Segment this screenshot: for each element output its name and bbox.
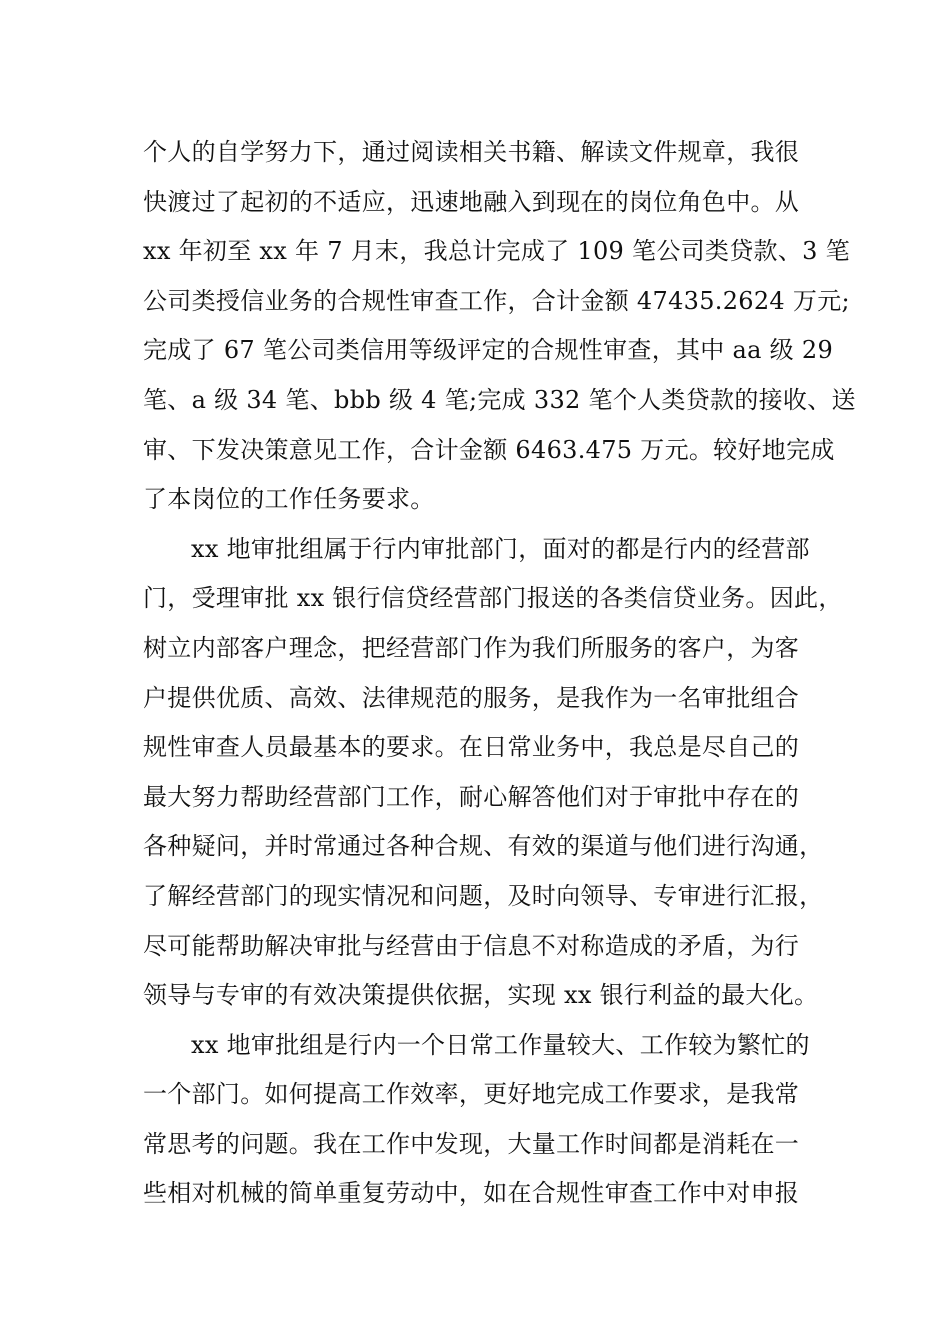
text-line: 快渡过了起初的不适应，迅速地融入到现在的岗位角色中。从 bbox=[143, 187, 800, 216]
text-line: 常思考的问题。我在工作中发现，大量工作时间都是消耗在一 bbox=[143, 1129, 800, 1158]
document-body bbox=[143, 128, 856, 1219]
text-line: 户提供优质、高效、法律规范的服务，是我作为一名审批组合 bbox=[143, 683, 800, 712]
text-line: 完成了 67 笔公司类信用等级评定的合规性审查，其中 aa 级 29 bbox=[143, 336, 834, 365]
paragraph-2 bbox=[143, 525, 843, 1021]
text-line: 尽可能帮助解决审批与经营由于信息不对称造成的矛盾，为行 bbox=[143, 931, 800, 960]
text-line: xx 年初至 xx 年 7 月末，我总计完成了 109 笔公司类贷款、3 笔 bbox=[143, 237, 850, 266]
paragraph-3 bbox=[143, 1021, 823, 1219]
text-line: 一个部门。如何提高工作效率，更好地完成工作要求，是我常 bbox=[143, 1080, 800, 1109]
text-line: 个人的自学努力下，通过阅读相关书籍、解读文件规章，我很 bbox=[143, 138, 800, 166]
text-line: 规性审查人员最基本的要求。在日常业务中，我总是尽自己的 bbox=[143, 733, 800, 762]
text-line: 笔、a 级 34 笔、bbb 级 4 笔;完成 332 笔个人类贷款的接收、送 bbox=[143, 385, 856, 414]
text-line-first: xx 地审批组属于行内审批部门，面对的都是行内的经营部 bbox=[191, 534, 810, 563]
text-line: 领导与专审的有效决策提供依据，实现 xx 银行利益的最大化。 bbox=[143, 981, 819, 1010]
text-line: 公司类授信业务的合规性审查工作，合计金额 47435.2624 万元; bbox=[143, 286, 850, 315]
text-line: 各种疑问，并时常通过各种合规、有效的渠道与他们进行沟通， bbox=[143, 832, 824, 861]
text-line: 了解经营部门的现实情况和问题，及时向领导、专审进行汇报， bbox=[143, 881, 824, 910]
text-line: 些相对机械的简单重复劳动中，如在合规性审查工作中对申报 bbox=[143, 1179, 800, 1208]
text-line: 了本岗位的工作任务要求。 bbox=[143, 485, 435, 514]
text-line: 门，受理审批 xx 银行信贷经营部门报送的各类信贷业务。因此， bbox=[143, 584, 843, 613]
paragraph-1 bbox=[143, 128, 856, 525]
text-line: 审、下发决策意见工作，合计金额 6463.475 万元。较好地完成 bbox=[143, 435, 835, 464]
text-line: 最大努力帮助经营部门工作，耐心解答他们对于审批中存在的 bbox=[143, 782, 800, 811]
text-line-first: xx 地审批组是行内一个日常工作量较大、工作较为繁忙的 bbox=[191, 1030, 810, 1059]
text-line: 树立内部客户理念，把经营部门作为我们所服务的客户，为客 bbox=[143, 633, 800, 662]
